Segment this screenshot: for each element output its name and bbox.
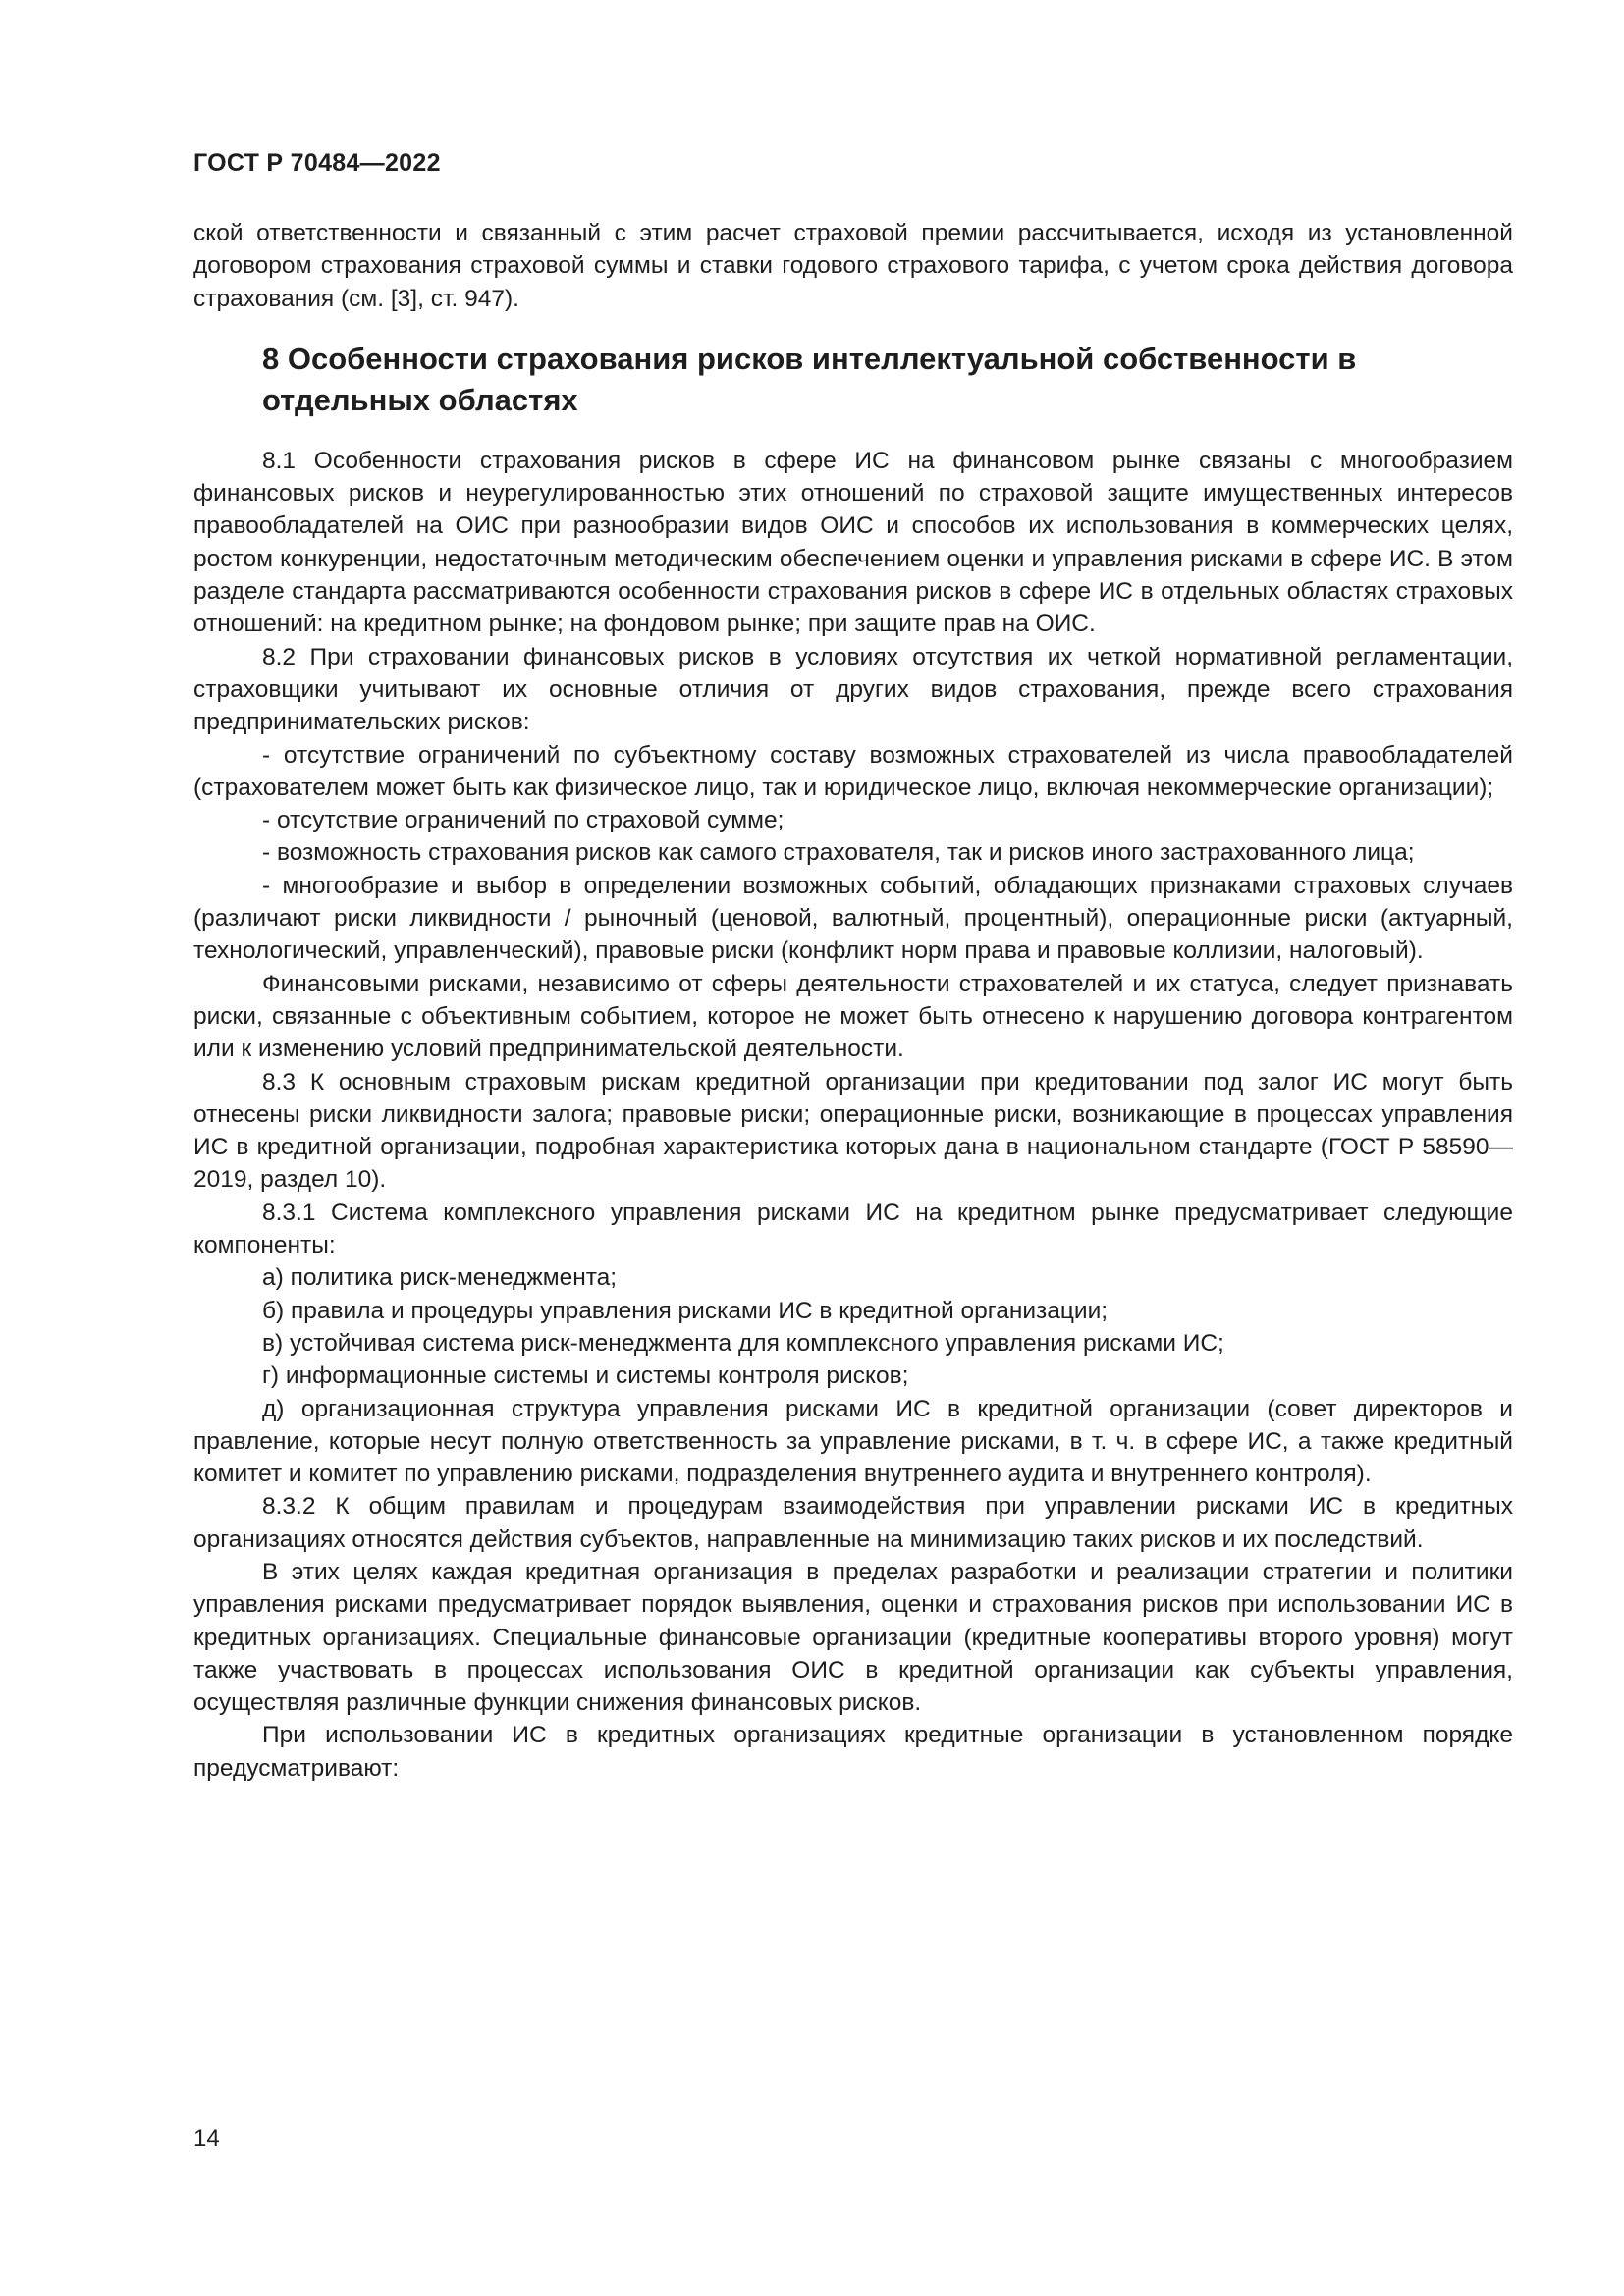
paragraph-8-3: 8.3 К основным страховым рискам кредитной организации при кредитовании под залог ИС могут быть отнесены риски ликвидности залога; правовые риски; операционные риски, возникающие в процессах управления ИС в кредитной организации, подробная характеристика которых дана в национальном стандарте (ГОСТ Р 58590—2019, раздел 10). <box>193 1068 1513 1194</box>
paragraph-8-2: 8.2 При страховании финансовых рисков в условиях отсутствия их четкой нормативной регламентации, страховщики учитывают их основные отличия от других видов страхования, прежде всего страхования предпринимательских рисков: <box>193 643 1513 736</box>
page-number: 14 <box>193 2125 220 2152</box>
list-item-dash: - многообразие и выбор в определении возможных событий, обладающих признаками страховых случаев (различают риски ликвидности / рыночный (ценовой, валютный, процентный), операционные риски (актуарный, технологический, управленческий), правовые риски (конфликт норм права и правовые коллизии, налоговый). <box>193 872 1513 965</box>
page-content <box>193 217 1513 1785</box>
list-item-dash: - возможность страхования рисков как самого страхователя, так и рисков иного застрахованного лица; <box>262 839 1415 867</box>
list-item-dash: - отсутствие ограничений по страховой сумме; <box>262 807 785 834</box>
document-code-header: ГОСТ Р 70484—2022 <box>193 149 441 177</box>
paragraph-usage: При использовании ИС в кредитных организациях кредитные организации в установленном порядке предусматривают: <box>193 1722 1513 1782</box>
paragraph-8-3-2: 8.3.2 К общим правилам и процедурам взаимодействия при управлении рисками ИС в кредитных организациях относятся действия субъектов, направленные на минимизацию таких рисков и их последствий. <box>193 1493 1513 1553</box>
paragraph-goals: В этих целях каждая кредитная организация в пределах разработки и реализации стратегии и политики управления рисками предусматривает порядок выявления, оценки и страхования рисков при использовании ИС в кредитных организациях. Специальные финансовые организации (кредитные кооперативы второго уровня) могут также участвовать в процессах использования ОИС в кредитной организации как субъекты управления, осуществляя различные функции снижения финансовых рисков. <box>193 1558 1513 1717</box>
list-item-a: а) политика риск-менеджмента; <box>262 1264 618 1292</box>
intro-paragraph: ской ответственности и связанный с этим расчет страховой премии рассчитывается, исходя из установленной договором страхования страховой суммы и ставки годового страхового тарифа, с учетом срока действия договора страхования (см. [3], ст. 947). <box>193 220 1513 312</box>
list-item-g: г) информационные системы и системы контроля рисков; <box>262 1362 909 1390</box>
list-item-dash: - отсутствие ограничений по субъектному составу возможных страхователей из числа правообладателей (страхователем может быть как физическое лицо, так и юридическое лицо, включая некоммерческие организации); <box>193 741 1513 801</box>
list-item-b: б) правила и процедуры управления рисками ИС в кредитной организации; <box>262 1297 1109 1324</box>
list-item-d: д) организационная структура управления рисками ИС в кредитной организации (совет директоров и правление, которые несут полную ответственность за управление рисками, в т. ч. в сфере ИС, а также кредитный комитет и комитет по управлению рисками, подразделения внутреннего аудита и внутреннего контроля). <box>193 1395 1513 1488</box>
paragraph-8-3-1: 8.3.1 Система комплексного управления рисками ИС на кредитном рынке предусматривает следующие компоненты: <box>193 1199 1513 1259</box>
paragraph-financial-risks: Финансовыми рисками, независимо от сферы деятельности страхователей и их статуса, следует признавать риски, связанные с объективным событием, которое не может быть отнесено к нарушению договора контрагентом или к изменению условий предпринимательской деятельности. <box>193 970 1513 1063</box>
section-title: 8 Особенности страхования рисков интеллектуальной собственности в отдельных областях <box>262 341 1357 417</box>
list-item-v: в) устойчивая система риск-менеджмента для комплексного управления рисками ИС; <box>262 1329 1224 1357</box>
paragraph-8-1: 8.1 Особенности страхования рисков в сфере ИС на финансовом рынке связаны с многообразием финансовых рисков и неурегулированностью этих отношений по страховой защите имущественных интересов правообладателей на ОИС при разнообразии видов ОИС и способов их использования в коммерческих целях, ростом конкуренции, недостаточным методическим обеспечением оценки и управления рисками в сфере ИС. В этом разделе стандарта рассматриваются особенности страхования рисков в сфере ИС в отдельных областях страховых отношений: на кредитном рынке; на фондовом рынке; при защите прав на ОИС. <box>193 447 1513 638</box>
